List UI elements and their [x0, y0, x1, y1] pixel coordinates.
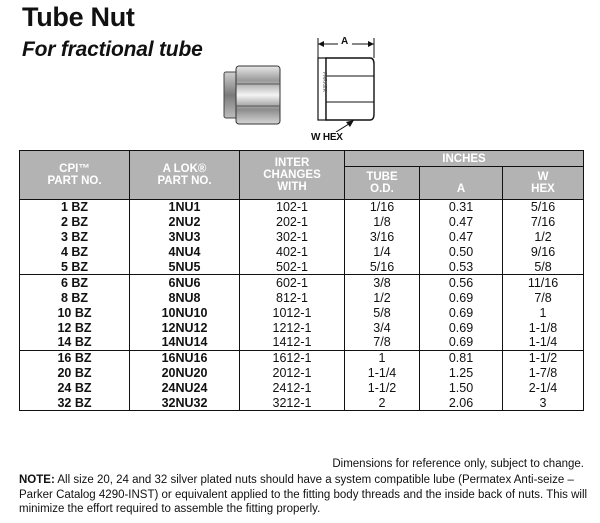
- table-cell-alok: 16NU16: [130, 350, 240, 365]
- table-cell-tube: 1/4: [345, 245, 420, 260]
- table-row: [20, 366, 584, 381]
- table-cell-w: 9/16: [503, 245, 584, 260]
- table-cell-w: 1-1/2: [503, 350, 584, 365]
- table-row: [20, 335, 584, 350]
- table-cell-tube: 1: [345, 350, 420, 365]
- note-paragraph: [19, 473, 594, 517]
- table-cell-cpi: 10 BZ: [20, 305, 130, 320]
- table-cell-w: 5/16: [503, 200, 584, 215]
- table-cell-tube: 7/8: [345, 335, 420, 350]
- table-cell-a: 0.69: [420, 320, 503, 335]
- table-row: [20, 245, 584, 260]
- table-cell-tube: 1-1/4: [345, 366, 420, 381]
- table-row: [20, 381, 584, 396]
- table-cell-alok: 10NU10: [130, 305, 240, 320]
- table-cell-w: 1/2: [503, 230, 584, 245]
- table-cell-inter: 3212-1: [240, 396, 345, 411]
- table-cell-tube: 1-1/2: [345, 381, 420, 396]
- table-cell-a: 0.53: [420, 260, 503, 275]
- table-cell-cpi: 12 BZ: [20, 320, 130, 335]
- table-cell-alok: 1NU1: [130, 200, 240, 215]
- table-cell-alok: 5NU5: [130, 260, 240, 275]
- table-cell-alok: 14NU14: [130, 335, 240, 350]
- col-tube-header: TUBE O.D.: [345, 167, 420, 200]
- table-cell-inter: 2412-1: [240, 381, 345, 396]
- table-cell-w: 7/8: [503, 290, 584, 305]
- col-a-header: A: [420, 167, 503, 200]
- table-cell-alok: 6NU6: [130, 275, 240, 290]
- table-cell-tube: 1/8: [345, 215, 420, 230]
- table-cell-w: 2-1/4: [503, 381, 584, 396]
- table-cell-cpi: 3 BZ: [20, 230, 130, 245]
- table-cell-inter: 502-1: [240, 260, 345, 275]
- table-cell-cpi: 5 BZ: [20, 260, 130, 275]
- table-cell-inter: 2012-1: [240, 366, 345, 381]
- table-cell-inter: 1012-1: [240, 305, 345, 320]
- table-cell-cpi: 24 BZ: [20, 381, 130, 396]
- note-text: All size 20, 24 and 32 silver plated nuts should have a system compatible lube (Permatex Anti-seize – Parker Catalog 4290-INST) or equivalent applied to the fitting body threads and the inside back of nuts. This will minimize the effort required to assemble the fitting properly.: [19, 474, 588, 515]
- table-cell-cpi: 1 BZ: [20, 200, 130, 215]
- col-w-header: W HEX: [503, 167, 584, 200]
- table-cell-cpi: 16 BZ: [20, 350, 130, 365]
- table-cell-a: 0.50: [420, 245, 503, 260]
- table-cell-cpi: 2 BZ: [20, 215, 130, 230]
- table-cell-alok: 32NU32: [130, 396, 240, 411]
- table-row: [20, 275, 584, 290]
- table-cell-cpi: 20 BZ: [20, 366, 130, 381]
- table-cell-w: 5/8: [503, 260, 584, 275]
- table-cell-a: 0.69: [420, 335, 503, 350]
- table-cell-inter: 1612-1: [240, 350, 345, 365]
- table-cell-alok: 12NU12: [130, 320, 240, 335]
- table-cell-w: 7/16: [503, 215, 584, 230]
- table-cell-inter: 1212-1: [240, 320, 345, 335]
- table-cell-cpi: 6 BZ: [20, 275, 130, 290]
- table-cell-a: 0.69: [420, 290, 503, 305]
- dimension-a-label: A: [341, 36, 349, 47]
- table-cell-a: 0.56: [420, 275, 503, 290]
- table-cell-inter: 102-1: [240, 200, 345, 215]
- table-row: [20, 230, 584, 245]
- note-label: NOTE:: [19, 474, 55, 486]
- col-inter-header: INTER CHANGES WITH: [240, 151, 345, 200]
- table-cell-a: 0.69: [420, 305, 503, 320]
- table-cell-alok: 3NU3: [130, 230, 240, 245]
- table-cell-a: 0.47: [420, 215, 503, 230]
- table-cell-a: 0.47: [420, 230, 503, 245]
- table-cell-cpi: 8 BZ: [20, 290, 130, 305]
- table-row: [20, 305, 584, 320]
- table-cell-tube: 3/8: [345, 275, 420, 290]
- table-row: [20, 215, 584, 230]
- table-cell-alok: 20NU20: [130, 366, 240, 381]
- table-cell-a: 0.31: [420, 200, 503, 215]
- page-title: Tube Nut: [22, 2, 135, 32]
- table-cell-cpi: 4 BZ: [20, 245, 130, 260]
- table-cell-tube: 3/16: [345, 230, 420, 245]
- table-cell-alok: 2NU2: [130, 215, 240, 230]
- table-cell-inter: 1412-1: [240, 335, 345, 350]
- table-cell-w: 1-1/4: [503, 335, 584, 350]
- table-cell-inter: 602-1: [240, 275, 345, 290]
- table-cell-cpi: 32 BZ: [20, 396, 130, 411]
- page-subtitle: For fractional tube: [22, 38, 203, 61]
- tube-nut-photo: [222, 64, 284, 128]
- col-cpi-header: CPI™ PART NO.: [20, 151, 130, 200]
- table-cell-tube: 5/16: [345, 260, 420, 275]
- table-cell-tube: 2: [345, 396, 420, 411]
- table-cell-cpi: 14 BZ: [20, 335, 130, 350]
- table-cell-tube: 5/8: [345, 305, 420, 320]
- dimensions-note: Dimensions for reference only, subject to change.: [332, 458, 584, 470]
- table-cell-inter: 302-1: [240, 230, 345, 245]
- table-cell-inter: 202-1: [240, 215, 345, 230]
- table-row: [20, 290, 584, 305]
- inches-group-header: INCHES: [345, 151, 584, 167]
- table-cell-alok: 4NU4: [130, 245, 240, 260]
- table-cell-tube: 1/2: [345, 290, 420, 305]
- tube-nut-table: [19, 150, 584, 411]
- table-cell-w: 1: [503, 305, 584, 320]
- table-row: [20, 200, 584, 215]
- table-row: [20, 350, 584, 365]
- table-cell-tube: 1/16: [345, 200, 420, 215]
- table-cell-inter: 812-1: [240, 290, 345, 305]
- table-cell-a: 2.06: [420, 396, 503, 411]
- table-row: [20, 396, 584, 411]
- drawing-mark: PARKER: [321, 72, 327, 93]
- table-cell-alok: 8NU8: [130, 290, 240, 305]
- w-hex-label: W HEX: [311, 132, 343, 143]
- table-cell-w: 1-7/8: [503, 366, 584, 381]
- col-alok-header: A LOK® PART NO.: [130, 151, 240, 200]
- tube-nut-drawing: [300, 32, 380, 132]
- table-row: [20, 260, 584, 275]
- table-cell-w: 1-1/8: [503, 320, 584, 335]
- table-cell-alok: 24NU24: [130, 381, 240, 396]
- table-cell-a: 1.50: [420, 381, 503, 396]
- table-cell-inter: 402-1: [240, 245, 345, 260]
- table-cell-a: 0.81: [420, 350, 503, 365]
- table-cell-w: 11/16: [503, 275, 584, 290]
- table-row: [20, 320, 584, 335]
- table-cell-w: 3: [503, 396, 584, 411]
- table-cell-a: 1.25: [420, 366, 503, 381]
- table-cell-tube: 3/4: [345, 320, 420, 335]
